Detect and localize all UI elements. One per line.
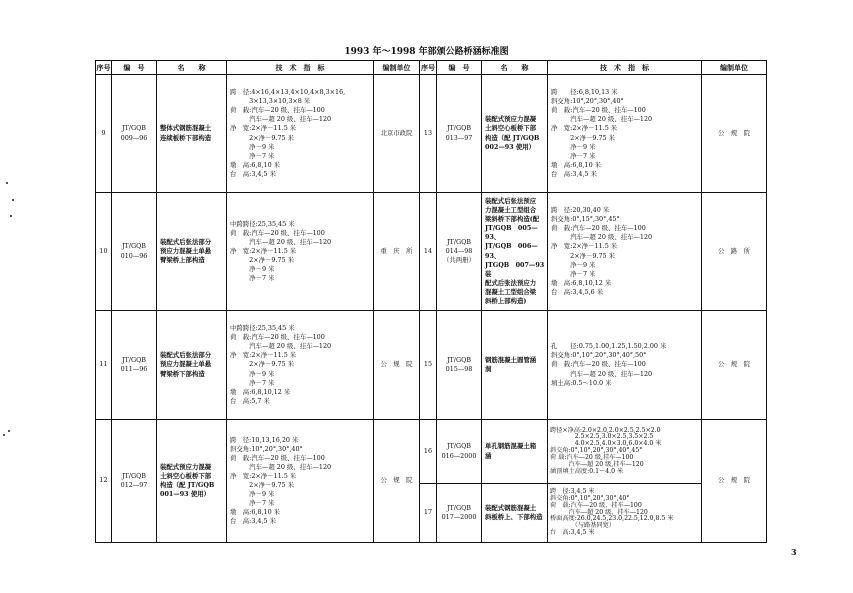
specs-cell: 跨 径:3,4,5 米 斜交角:0°,10°,20°,30°,40° 荷 载:汽车—20 级、挂车—100 汽车—超 20 级、挂车—120 桥面高度:26.0,24.5,23.0,22.5,12.0,8.5 米 （与路基同宽） 台 高:3,4,5 米 <box>548 484 702 543</box>
code-cell: JT/GQB 009—96 <box>112 75 157 193</box>
table-row <box>96 193 767 311</box>
header-unit: 编制单位 <box>702 61 767 75</box>
unit-cell: 公 路 所 <box>702 193 767 311</box>
scan-speck <box>10 215 12 217</box>
specs-cell: 跨 径:20,30,40 米 斜交角:0°,15°,30°,45° 荷 载:汽车—20 级、挂车—100 汽车—超 20 级、挂车—120 净 宽:2×净－11.5 米 2×净－9.75 米 净－9 米 净－7 米 墩 高:6,8,10,12 米 台 高:3,4,5,6 米 <box>548 193 702 311</box>
unit-cell: 重 庆 所 <box>374 193 420 311</box>
seq-cell: 9 <box>96 75 112 193</box>
header-seq: 序号 <box>96 61 112 75</box>
name-cell: 钢筋混凝土圆管涵 洞 <box>482 311 548 420</box>
code-cell: JT/GQB 011—96 <box>112 311 157 420</box>
scan-speck <box>8 430 10 432</box>
header-specs: 技 术 指 标 <box>548 61 702 75</box>
seq-cell: 15 <box>420 311 437 420</box>
code-cell: JT/GQB 017—2000 <box>437 484 482 543</box>
standards-table <box>95 60 767 543</box>
name-cell: 装配式后张法预应 力混凝土工型组合 梁斜桥下部构造(配 JT/GQB 005—93、 JT/GQB 006—93、 JTGQB 007—93 装 配式后张法预应力 混凝土工型组合梁 斜桥上部构造) <box>482 193 548 311</box>
table-row <box>96 311 767 420</box>
scan-speck <box>3 434 5 436</box>
code-cell: JT/GQB 016—2000 <box>437 420 482 484</box>
unit-cell: 公 规 院 <box>374 420 420 543</box>
code-cell: JT/GQB 014—98 （共两册） <box>437 193 482 311</box>
unit-cell: 公 规 院 <box>374 311 420 420</box>
seq-cell: 16 <box>420 420 437 484</box>
specs-cell: 中跨跨径:25,35,45 米 荷 载:汽车—20 级、挂车—100 汽车—超 20 级、挂车—120 净 宽:2×净－11.5 米 2×净－9.75 米 净－9 米 净－7 米 <box>227 193 374 311</box>
seq-cell: 11 <box>96 311 112 420</box>
table-row <box>96 75 767 193</box>
unit-cell: 公 规 院 <box>702 420 767 543</box>
specs-cell: 孔 径:0.75,1.00,1.25,1.50,2.00 米 斜交角:0°,10°,20°,30°,40°,50° 荷 载:汽车—20 级、挂车—100 汽车—超 20 级、挂车—120 填土高:0.5～10.0 米 <box>548 311 702 420</box>
header-code: 编 号 <box>437 61 482 75</box>
header-code: 编 号 <box>112 61 157 75</box>
specs-cell: 中跨跨径:25,35,45 米 荷 载:汽车—20 级、挂车—100 汽车—超 20 级、挂车—120 净 宽:2×净－11.5 米 2×净－9.75 米 净－9 米 净－7 米 墩 高:6,8,10,12 米 台 高:5,7 米 <box>227 311 374 420</box>
page-title: 1993 年～1998 年部颁公路桥涵标准图 <box>344 47 509 57</box>
specs-cell: 跨 径:4×16,4×13,4×10,4×8,3×16, 3×13,3×10,3×8 米 荷 载:汽车—20 级、挂车—100 汽车—超 20 级、挂车—120 净 宽:2×净－11.5 米 2×净－9.75 米 净－9 米 净－7 米 墩 高:6,8,10 米 台 高:3,4,5 米 <box>227 75 374 193</box>
unit-cell: 公 规 院 <box>702 75 767 193</box>
code-cell: JT/GQB 015—98 <box>437 311 482 420</box>
seq-cell: 12 <box>96 420 112 543</box>
name-cell: 装配式后张法部分 预应力混凝土单悬 臂梁桥下部构造 <box>157 311 227 420</box>
specs-cell: 跨 径:10,13,16,20 米 斜交角:10°,20°,30°,40° 荷 载:汽车—20 级、挂车—100 汽车—超 20 级、挂车—120 净 宽:2×净－11.5 米 2×净－9.75 米 净－9 米 净－7 米 墩 高:6,8,10 米 台 高:3,4,5 米 <box>227 420 374 543</box>
name-cell: 装配式预应力混凝 土斜空心板桥下部 构造（配 JT/GQB 001—93 使用） <box>157 420 227 543</box>
header-seq: 序号 <box>420 61 437 75</box>
name-cell: 装配式预应力混凝 土斜空心板桥下部 构造（配 JT/GQB 002—93 使用） <box>482 75 548 193</box>
name-cell: 装配式后张法部分 预应力混凝土单悬 臂梁桥上部构造 <box>157 193 227 311</box>
seq-cell: 17 <box>420 484 437 543</box>
page-number: 3 <box>791 547 797 557</box>
header-name: 名 称 <box>157 61 227 75</box>
seq-cell: 14 <box>420 193 437 311</box>
scan-speck <box>6 182 8 184</box>
code-cell: JT/GQB 012—97 <box>112 420 157 543</box>
unit-cell: 公 规 院 <box>702 311 767 420</box>
name-cell: 整体式钢筋混凝土 连续板桥下部构造 <box>157 75 227 193</box>
seq-cell: 13 <box>420 75 437 193</box>
header-specs: 技 术 指 标 <box>227 61 374 75</box>
table-row <box>96 420 767 484</box>
seq-cell: 10 <box>96 193 112 311</box>
name-cell: 装配式钢筋混凝土 斜板桥上、下部构造 <box>482 484 548 543</box>
header-row <box>96 61 767 75</box>
scan-speck <box>12 199 14 201</box>
specs-cell: 跨径×净高:2.0×2.0,2.0×2.5,2.5×2.0 2.5×2.5,3.0×2.5,3.5×2.5 4.0×2.5,4.0×3.0,6.0×4.0 米 斜交角:0°,10°,20°,30°,40°,45° 荷 载:汽车—20 级,挂车—100 汽车—超 20 级,挂车—120 涵顶填土高度:0.1～4.0 米 <box>548 420 702 484</box>
header-name: 名 称 <box>482 61 548 75</box>
unit-cell: 北京市政院 <box>374 75 420 193</box>
header-unit: 编制单位 <box>374 61 420 75</box>
code-cell: JT/GQB 013—97 <box>437 75 482 193</box>
specs-cell: 跨 径:6,8,10,13 米 斜交角:10°,20°,30°,40° 荷 载:汽车—20 级、挂车—100 汽车—超 20 级、挂车—120 净 宽:2×净－11.5 米 2×净－9.75 米 净－9 米 净－7 米 墩 高:6,8,10 米 台 高:3,4,5 米 <box>548 75 702 193</box>
code-cell: JT/GQB 010—96 <box>112 193 157 311</box>
name-cell: 单孔钢筋混凝土箱 涵 <box>482 420 548 484</box>
